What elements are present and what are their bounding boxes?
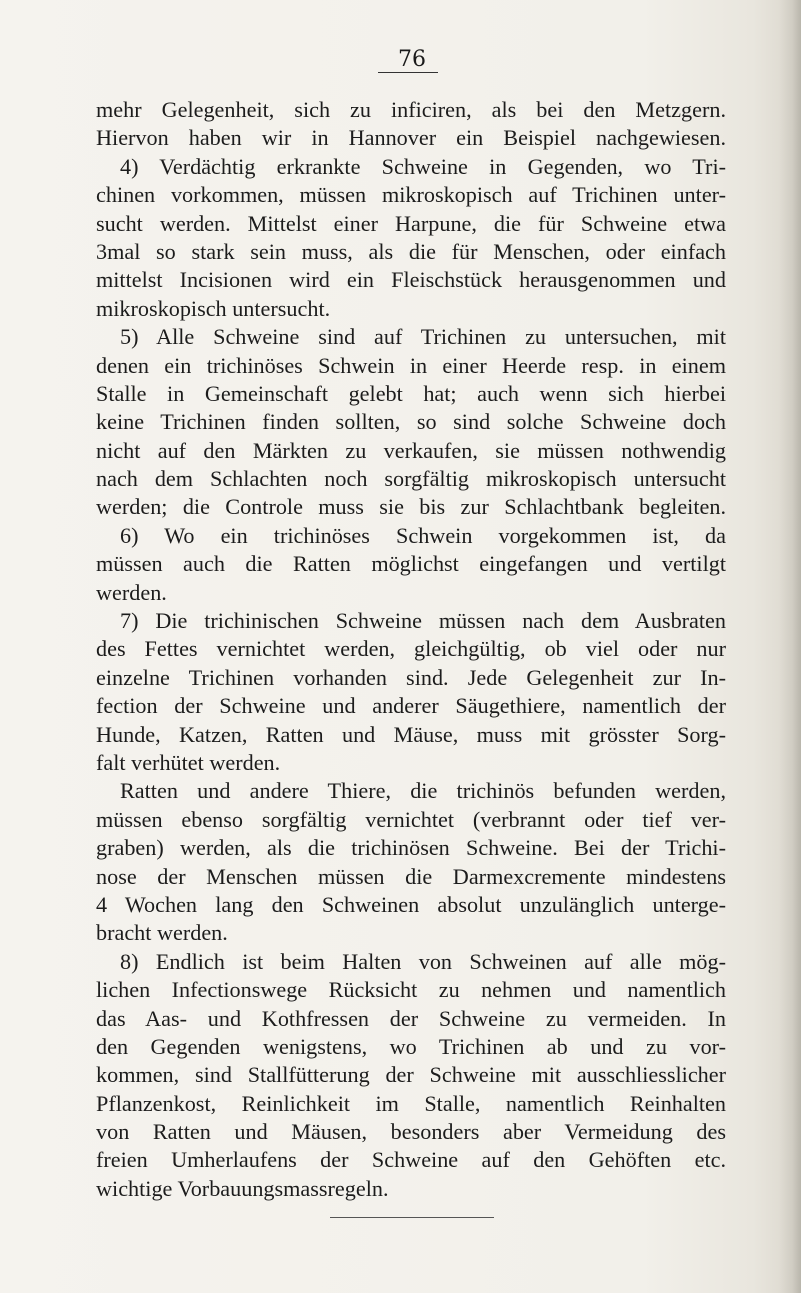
text-line: Ratten und andere Thiere, die trichinös befunden werden,: [120, 778, 726, 804]
text-line: keine Trichinen finden sollten, so sind solche Schweine doch: [96, 409, 726, 435]
text-line: fection der Schweine und anderer Säugethiere, namentlich der: [96, 693, 726, 719]
bottom-rule: [330, 1217, 494, 1218]
text-line: Hiervon haben wir in Hannover ein Beispiel nachgewiesen.: [96, 125, 726, 151]
text-line: mehr Gelegenheit, sich zu inficiren, als bei den Metzgern.: [96, 97, 726, 122]
text-line: 7) Die trichinischen Schweine müssen nach dem Ausbraten: [120, 608, 726, 634]
text-line: werden.: [96, 579, 167, 605]
text-line: Pflanzenkost, Reinlichkeit im Stalle, namentlich Reinhalten: [96, 1090, 726, 1116]
body-text: [96, 96, 726, 1203]
text-line: das Aas- und Kothfressen der Schweine zu vermeiden. In: [96, 1005, 726, 1031]
text-line: 3mal so stark sein muss, als die für Menschen, oder einfach: [96, 238, 726, 264]
text-line: werden; die Controle muss sie bis zur Schlachtbank begleiten.: [96, 494, 726, 520]
text-line: den Gegenden wenigstens, wo Trichinen ab und zu vor-: [96, 1033, 726, 1059]
text-line: bracht werden.: [96, 920, 228, 946]
text-line: müssen ebenso sorgfältig vernichtet (verbrannt oder tief ver-: [96, 806, 726, 832]
text-line: Hunde, Katzen, Ratten und Mäuse, muss mit grösster Sorg-: [96, 721, 726, 747]
text-line: 6) Wo ein trichinöses Schwein vorgekommen ist, da: [120, 522, 726, 548]
page-number: 76: [398, 47, 426, 72]
text-line: nicht auf den Märkten zu verkaufen, sie müssen nothwendig: [96, 437, 726, 463]
text-line: Stalle in Gemeinschaft gelebt hat; auch wenn sich hierbei: [96, 380, 726, 406]
text-line: freien Umherlaufens der Schweine auf den Gehöften etc.: [96, 1147, 726, 1173]
page-number-underline: [378, 72, 438, 73]
text-line: falt verhütet werden.: [96, 749, 281, 775]
page-edge-shadow: [779, 0, 801, 1293]
text-line: kommen, sind Stallfütterung der Schweine mit ausschliesslicher: [96, 1062, 726, 1088]
text-line: graben) werden, als die trichinösen Schweine. Bei der Trichi-: [96, 835, 726, 861]
text-line: sucht werden. Mittelst einer Harpune, die für Schweine etwa: [96, 210, 726, 236]
text-line: 4) Verdächtig erkrankte Schweine in Gegenden, wo Tri-: [120, 153, 726, 179]
text-line: chinen vorkommen, müssen mikroskopisch auf Trichinen unter-: [96, 182, 726, 208]
text-line: des Fettes vernichtet werden, gleichgültig, ob viel oder nur: [96, 636, 726, 662]
text-line: von Ratten und Mäusen, besonders aber Vermeidung des: [96, 1119, 726, 1145]
text-line: mittelst Incisionen wird ein Fleischstück herausgenommen und: [96, 267, 726, 293]
text-line: 8) Endlich ist beim Halten von Schweinen auf alle mög-: [120, 948, 726, 974]
text-line: einzelne Trichinen vorhanden sind. Jede Gelegenheit zur In-: [96, 664, 726, 690]
text-line: wichtige Vorbauungsmassregeln.: [96, 1175, 389, 1201]
text-line: denen ein trichinöses Schwein in einer Heerde resp. in einem: [96, 352, 726, 378]
text-line: müssen auch die Ratten möglichst eingefangen und vertilgt: [96, 551, 726, 577]
text-line: nach dem Schlachten noch sorgfältig mikroskopisch untersucht: [96, 466, 726, 492]
text-line: nose der Menschen müssen die Darmexcremente mindestens: [96, 863, 726, 889]
text-line: mikroskopisch untersucht.: [96, 295, 331, 321]
text-line: 4 Wochen lang den Schweinen absolut unzulänglich unterge-: [96, 891, 726, 917]
text-line: 5) Alle Schweine sind auf Trichinen zu untersuchen, mit: [120, 324, 726, 350]
text-line: lichen Infectionswege Rücksicht zu nehmen und namentlich: [96, 977, 726, 1003]
